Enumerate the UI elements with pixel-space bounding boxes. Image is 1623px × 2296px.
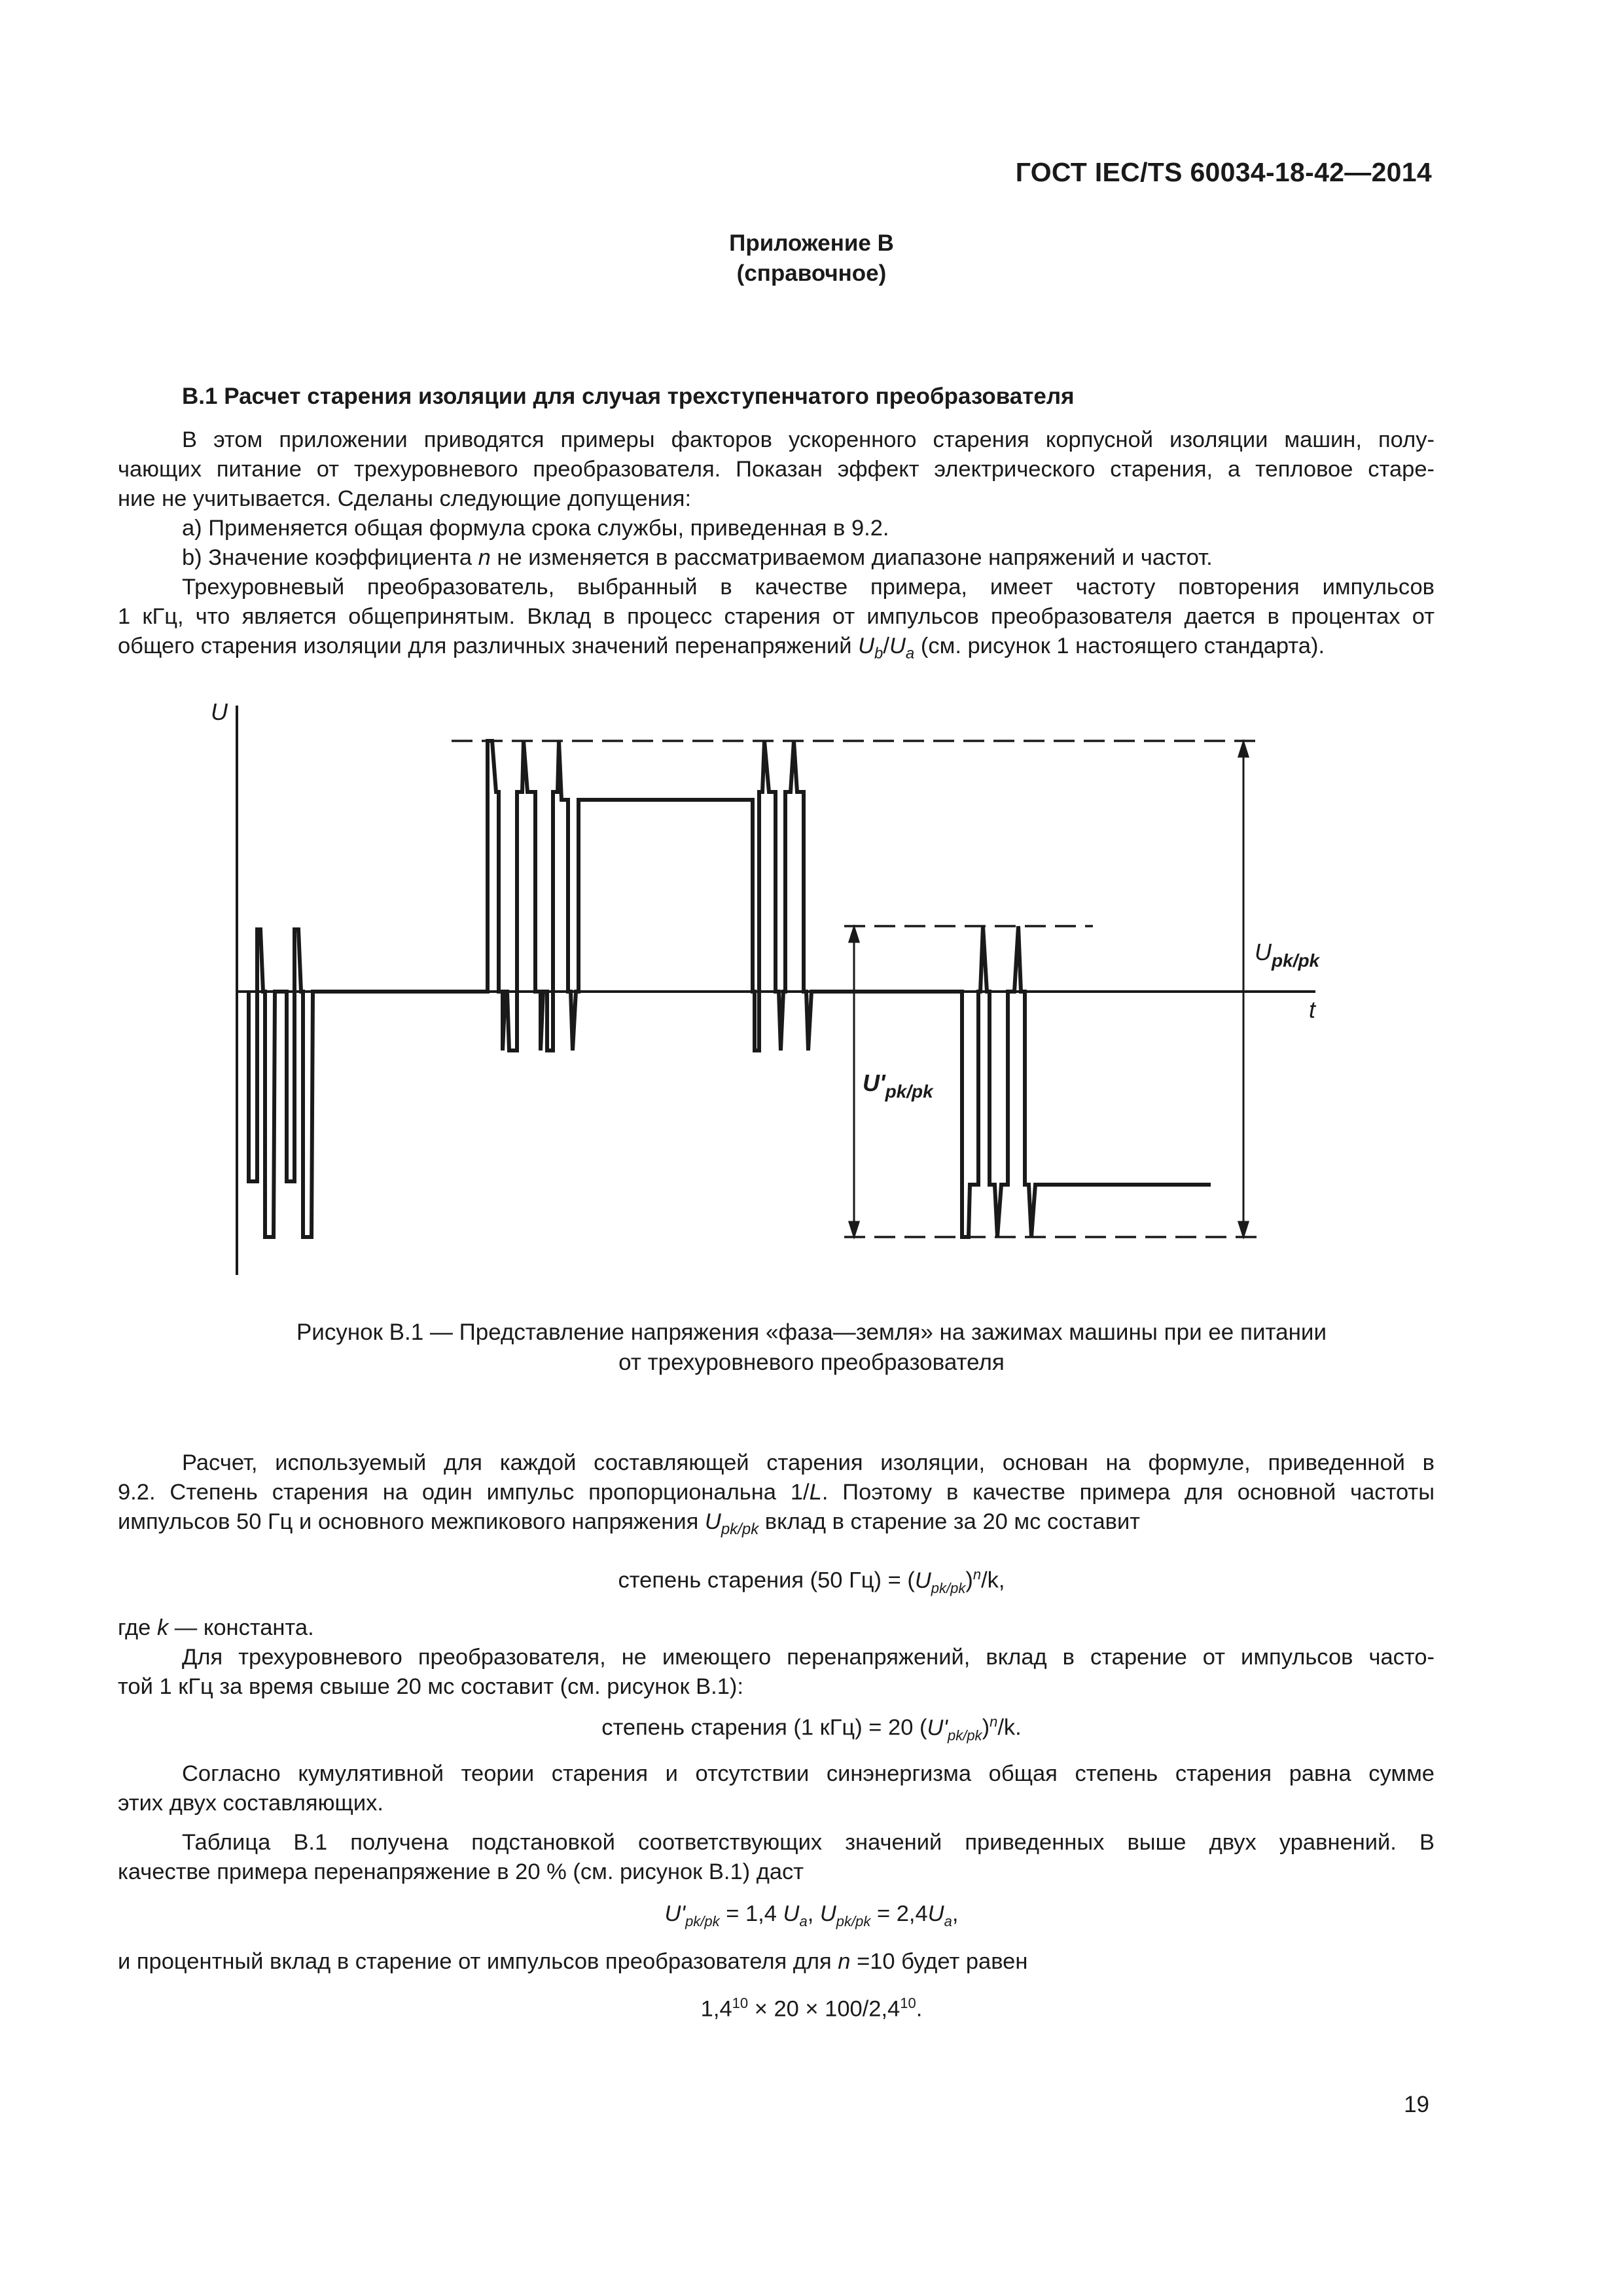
converter-paragraph: Для трехуровневого преобразователя, не имеющего перенапряжений, вклад в старение от импульсов часто- той 1 кГц за время свыше 20 мс составит (см. рисунок В.1): <box>118 1645 1435 1699</box>
t-axis-label: t <box>1309 996 1316 1023</box>
formula-1khz: степень старения (1 кГц) = 20 $(U'_{pk/pk})^n/k$. <box>601 1713 1022 1744</box>
upkpk-label: $U_{pk/pk}$ <box>1255 939 1320 971</box>
arrow-head <box>849 1222 859 1236</box>
text-line: ние не учитывается. Сделаны следующие допущения: <box>118 486 692 511</box>
symbol-ub: $U_b$ <box>858 634 883 662</box>
waveform-trace <box>249 741 1211 1237</box>
text-line: общего старения изоляции для различных значений перенапряжений $U_b/U_a$ (см. рисунок 1 настоящего стандарта). <box>118 634 1325 662</box>
table-paragraph: Таблица В.1 получена подстановкой соответствующих значений приведенных выше двух уравнений. В качестве примера перенапряжение в 20 % (см. рисунок В.1) даст <box>118 1830 1435 1884</box>
annex-title: Приложение В <box>729 230 894 256</box>
list-item-b: b) Значение коэффициента n не изменяется в рассматриваемом диапазоне напряжений и частот. <box>182 545 1213 570</box>
u-axis-label: U <box>211 698 228 725</box>
symbol-ua: $U_a$ <box>889 634 915 662</box>
text-line: Трехуровневый преобразователь, выбранный в качестве примера, имеет частоту повторения импульсов <box>182 575 1435 600</box>
percentage-paragraph: и процентный вклад в старение от импульсов преобразователя для n =10 будет равен <box>118 1949 1028 1974</box>
page-number: 19 <box>1404 2092 1429 2117</box>
annex-status: (справочное) <box>736 260 887 286</box>
formula-percentage: $1,4^{10} \times 20 \times 100/2,4^{10}$. <box>700 1995 923 2022</box>
arrow-head <box>1239 742 1248 757</box>
calc-paragraph: Расчет, используемый для каждой составляющей старения изоляции, основан на формуле, приведенной в 9.2. Степень старения на один импульс пропорциональна 1/L. Поэтому в качестве примера для основной частоты импульсов 50 Гц и основного межпикового напряжения $U_{pk/pk}$ вклад в старение за 20 мс составит <box>118 1450 1435 1538</box>
cumulative-paragraph: Согласно кумулятивной теории старения и отсутствии синэнергизма общая степень старения равна сумме этих двух составляющих. <box>118 1761 1435 1816</box>
upkpk-prime-label: $U'_{pk/pk}$ <box>863 1069 933 1102</box>
arrow-head <box>1239 1222 1248 1236</box>
standard-designation: ГОСТ IEC/TS 60034-18-42—2014 <box>1015 157 1432 187</box>
text-line: 1 кГц, что является общепринятым. Вклад в процесс старения от импульсов преобразователя дается в процентах от <box>118 604 1435 629</box>
text-line: В этом приложении приводятся примеры факторов ускоренного старения корпусной изоляции машин, полу- <box>182 427 1435 452</box>
text-line: чающих питание от трехуровневого преобразователя. Показан эффект электрического старения, а тепловое старе- <box>118 457 1435 482</box>
formula-50hz: степень старения (50 $Гц) = (U_{pk/pk})^n/k$, <box>618 1566 1005 1596</box>
list-item-a: a) Применяется общая формула срока службы, приведенная в 9.2. <box>182 516 889 541</box>
section-heading: В.1 Расчет старения изоляции для случая трехступенчатого преобразователя <box>182 384 1075 409</box>
constant-note: где k — константа. <box>118 1615 314 1640</box>
formula-overvoltage: $U'_{pk/pk} = 1,4$ $U_a$, $U_{pk/pk} = 2,4U_a$, <box>664 1901 959 1929</box>
figure-caption: Рисунок В.1 — Представление напряжения «фаза—земля» на зажимах машины при ее питании от трехуровневого преобразователя <box>296 1319 1327 1375</box>
arrow-head <box>849 927 859 942</box>
